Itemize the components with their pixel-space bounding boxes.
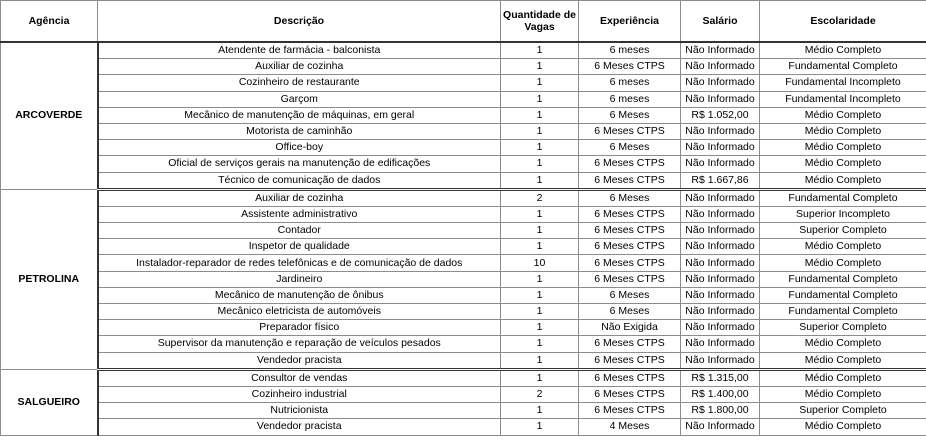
table-row — [1, 123, 926, 139]
cell-descricao: Auxiliar de cozinha — [98, 189, 501, 206]
cell-descricao: Mecânico de manutenção de máquinas, em geral — [98, 107, 501, 123]
cell-escolaridade: Médio Completo — [760, 352, 926, 369]
cell-escolaridade: Fundamental Completo — [760, 59, 926, 75]
cell-descricao: Garçom — [98, 91, 501, 107]
cell-escolaridade: Médio Completo — [760, 419, 926, 435]
cell-descricao: Inspetor de qualidade — [98, 239, 501, 255]
cell-experiencia: 6 Meses CTPS — [579, 156, 681, 172]
cell-quantidade: 1 — [501, 172, 579, 189]
cell-descricao: Supervisor da manutenção e reparação de veículos pesados — [98, 336, 501, 352]
header-agencia: Agência — [1, 1, 98, 43]
cell-quantidade: 1 — [501, 336, 579, 352]
cell-quantidade: 1 — [501, 419, 579, 435]
cell-descricao: Mecânico de manutenção de ônibus — [98, 287, 501, 303]
cell-descricao: Vendedor pracista — [98, 352, 501, 369]
cell-experiencia: 6 Meses CTPS — [579, 239, 681, 255]
cell-salario: R$ 1.315,00 — [681, 369, 760, 386]
cell-experiencia: 6 Meses CTPS — [579, 206, 681, 222]
cell-descricao: Office-boy — [98, 140, 501, 156]
table-row — [1, 255, 926, 271]
table-body — [1, 42, 926, 435]
cell-descricao: Técnico de comunicação de dados — [98, 172, 501, 189]
table-row — [1, 59, 926, 75]
header-salario: Salário — [681, 1, 760, 43]
cell-salario: Não Informado — [681, 419, 760, 435]
cell-experiencia: 6 meses — [579, 42, 681, 59]
cell-salario: Não Informado — [681, 320, 760, 336]
cell-salario: R$ 1.800,00 — [681, 403, 760, 419]
table-row — [1, 320, 926, 336]
cell-experiencia: 6 meses — [579, 75, 681, 91]
cell-salario: Não Informado — [681, 189, 760, 206]
table-row — [1, 42, 926, 59]
cell-escolaridade: Médio Completo — [760, 123, 926, 139]
table-row — [1, 403, 926, 419]
table-header — [1, 1, 926, 43]
cell-descricao: Cozinheiro industrial — [98, 386, 501, 402]
cell-escolaridade: Fundamental Incompleto — [760, 91, 926, 107]
cell-salario: R$ 1.400,00 — [681, 386, 760, 402]
table-row — [1, 189, 926, 206]
cell-escolaridade: Fundamental Incompleto — [760, 75, 926, 91]
cell-salario: Não Informado — [681, 223, 760, 239]
cell-descricao: Vendedor pracista — [98, 419, 501, 435]
agency-cell: PETROLINA — [1, 189, 98, 369]
cell-experiencia: 6 Meses CTPS — [579, 352, 681, 369]
cell-quantidade: 1 — [501, 140, 579, 156]
cell-salario: Não Informado — [681, 255, 760, 271]
cell-descricao: Instalador-reparador de redes telefônicas e de comunicação de dados — [98, 255, 501, 271]
cell-descricao: Auxiliar de cozinha — [98, 59, 501, 75]
table-row — [1, 75, 926, 91]
cell-salario: Não Informado — [681, 123, 760, 139]
table-row — [1, 107, 926, 123]
cell-escolaridade: Fundamental Completo — [760, 287, 926, 303]
cell-experiencia: 6 Meses CTPS — [579, 403, 681, 419]
cell-quantidade: 1 — [501, 123, 579, 139]
cell-escolaridade: Fundamental Completo — [760, 189, 926, 206]
cell-descricao: Oficial de serviços gerais na manutenção de edificações — [98, 156, 501, 172]
cell-descricao: Assistente administrativo — [98, 206, 501, 222]
cell-experiencia: 6 Meses — [579, 107, 681, 123]
cell-descricao: Nutricionista — [98, 403, 501, 419]
cell-descricao: Atendente de farmácia - balconista — [98, 42, 501, 59]
cell-salario: Não Informado — [681, 140, 760, 156]
cell-quantidade: 2 — [501, 189, 579, 206]
cell-quantidade: 1 — [501, 223, 579, 239]
cell-quantidade: 1 — [501, 206, 579, 222]
cell-salario: Não Informado — [681, 271, 760, 287]
cell-experiencia: 6 Meses CTPS — [579, 223, 681, 239]
cell-descricao: Cozinheiro de restaurante — [98, 75, 501, 91]
cell-experiencia: 6 Meses CTPS — [579, 369, 681, 386]
cell-escolaridade: Superior Completo — [760, 223, 926, 239]
cell-experiencia: 6 Meses — [579, 140, 681, 156]
cell-quantidade: 1 — [501, 352, 579, 369]
agency-cell: ARCOVERDE — [1, 42, 98, 189]
cell-quantidade: 1 — [501, 271, 579, 287]
cell-descricao: Contador — [98, 223, 501, 239]
cell-salario: Não Informado — [681, 156, 760, 172]
table-row — [1, 287, 926, 303]
cell-salario: Não Informado — [681, 287, 760, 303]
cell-escolaridade: Fundamental Completo — [760, 271, 926, 287]
table-row — [1, 369, 926, 386]
cell-experiencia: Não Exigida — [579, 320, 681, 336]
cell-quantidade: 1 — [501, 287, 579, 303]
table-row — [1, 304, 926, 320]
cell-escolaridade: Médio Completo — [760, 172, 926, 189]
table-row — [1, 223, 926, 239]
header-quantidade: Quantidade de Vagas — [501, 1, 579, 43]
table-row — [1, 271, 926, 287]
table-row — [1, 172, 926, 189]
header-experiencia: Experiência — [579, 1, 681, 43]
cell-quantidade: 1 — [501, 403, 579, 419]
cell-escolaridade: Médio Completo — [760, 156, 926, 172]
cell-quantidade: 10 — [501, 255, 579, 271]
cell-escolaridade: Médio Completo — [760, 239, 926, 255]
cell-salario: R$ 1.667,86 — [681, 172, 760, 189]
cell-experiencia: 6 Meses — [579, 287, 681, 303]
cell-quantidade: 1 — [501, 239, 579, 255]
table-row — [1, 239, 926, 255]
cell-salario: Não Informado — [681, 91, 760, 107]
cell-experiencia: 6 Meses — [579, 304, 681, 320]
cell-salario: Não Informado — [681, 206, 760, 222]
table-row — [1, 156, 926, 172]
table-row — [1, 336, 926, 352]
cell-salario: Não Informado — [681, 352, 760, 369]
cell-experiencia: 6 Meses — [579, 189, 681, 206]
cell-escolaridade: Médio Completo — [760, 42, 926, 59]
cell-experiencia: 6 Meses CTPS — [579, 336, 681, 352]
cell-descricao: Consultor de vendas — [98, 369, 501, 386]
cell-escolaridade: Médio Completo — [760, 255, 926, 271]
cell-salario: Não Informado — [681, 75, 760, 91]
table-row — [1, 386, 926, 402]
cell-quantidade: 1 — [501, 75, 579, 91]
cell-quantidade: 1 — [501, 59, 579, 75]
cell-salario: Não Informado — [681, 59, 760, 75]
cell-salario: R$ 1.052,00 — [681, 107, 760, 123]
cell-salario: Não Informado — [681, 336, 760, 352]
cell-quantidade: 2 — [501, 386, 579, 402]
cell-quantidade: 1 — [501, 42, 579, 59]
cell-quantidade: 1 — [501, 320, 579, 336]
cell-escolaridade: Médio Completo — [760, 336, 926, 352]
header-escolaridade: Escolaridade — [760, 1, 926, 43]
cell-descricao: Motorista de caminhão — [98, 123, 501, 139]
cell-descricao: Jardineiro — [98, 271, 501, 287]
cell-experiencia: 6 Meses CTPS — [579, 255, 681, 271]
cell-salario: Não Informado — [681, 42, 760, 59]
cell-salario: Não Informado — [681, 304, 760, 320]
cell-quantidade: 1 — [501, 156, 579, 172]
cell-escolaridade: Superior Incompleto — [760, 206, 926, 222]
cell-descricao: Preparador físico — [98, 320, 501, 336]
cell-escolaridade: Médio Completo — [760, 386, 926, 402]
agency-cell: SALGUEIRO — [1, 369, 98, 435]
cell-experiencia: 6 Meses CTPS — [579, 123, 681, 139]
cell-experiencia: 6 Meses CTPS — [579, 172, 681, 189]
table-row — [1, 419, 926, 435]
cell-quantidade: 1 — [501, 91, 579, 107]
cell-quantidade: 1 — [501, 304, 579, 320]
cell-escolaridade: Superior Completo — [760, 403, 926, 419]
cell-escolaridade: Superior Completo — [760, 320, 926, 336]
table-row — [1, 140, 926, 156]
header-descricao: Descrição — [98, 1, 501, 43]
table-row — [1, 206, 926, 222]
header-row — [1, 1, 926, 43]
cell-quantidade: 1 — [501, 369, 579, 386]
cell-experiencia: 6 Meses CTPS — [579, 271, 681, 287]
table-row — [1, 352, 926, 369]
table-row — [1, 91, 926, 107]
cell-salario: Não Informado — [681, 239, 760, 255]
cell-experiencia: 6 meses — [579, 91, 681, 107]
cell-experiencia: 4 Meses — [579, 419, 681, 435]
cell-experiencia: 6 Meses CTPS — [579, 59, 681, 75]
cell-escolaridade: Fundamental Completo — [760, 304, 926, 320]
cell-escolaridade: Médio Completo — [760, 107, 926, 123]
cell-experiencia: 6 Meses CTPS — [579, 386, 681, 402]
cell-quantidade: 1 — [501, 107, 579, 123]
cell-escolaridade: Médio Completo — [760, 369, 926, 386]
cell-escolaridade: Médio Completo — [760, 140, 926, 156]
cell-descricao: Mecânico eletricista de automóveis — [98, 304, 501, 320]
